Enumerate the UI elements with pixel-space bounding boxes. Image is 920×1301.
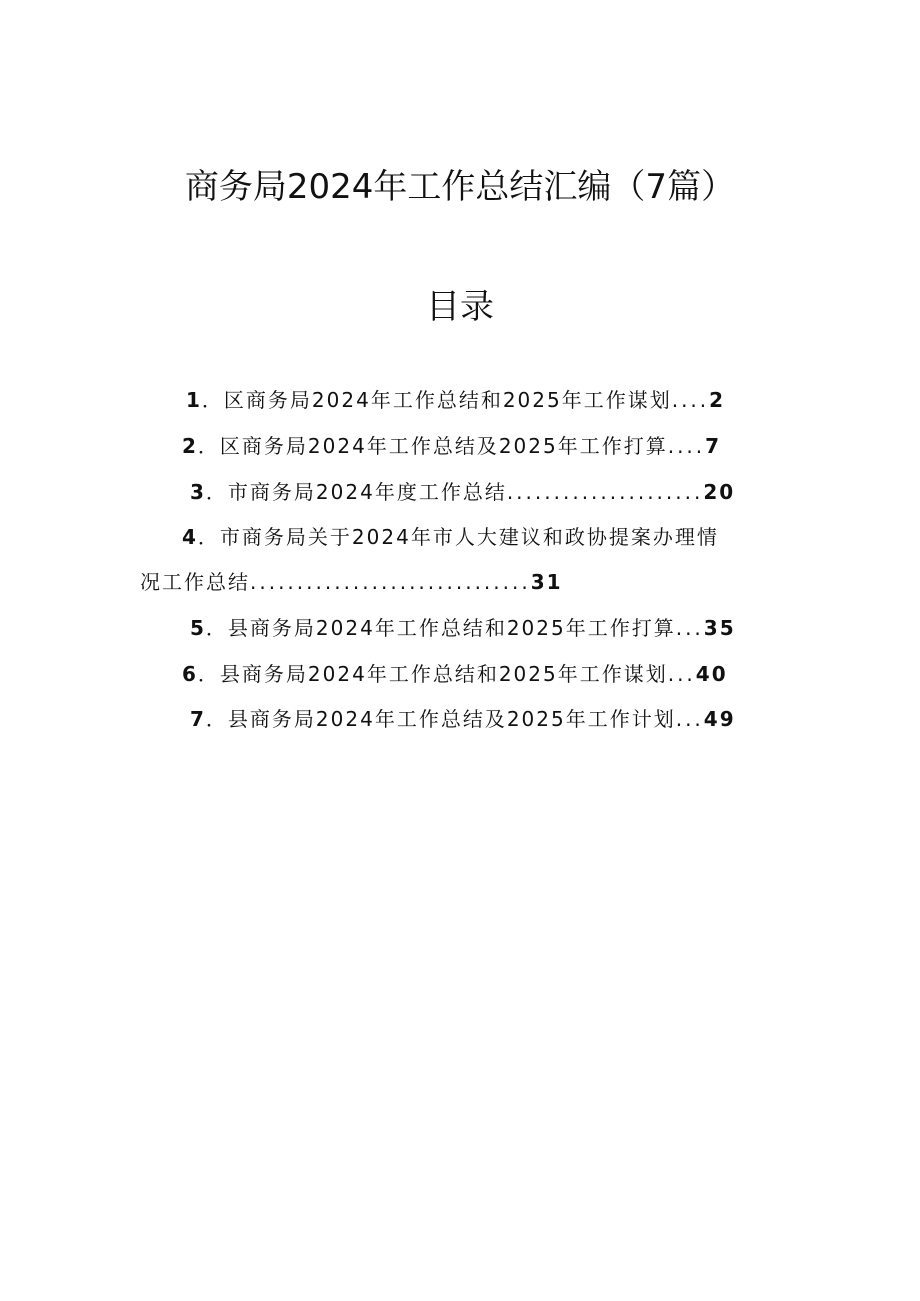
toc-entry-separator: ． xyxy=(205,480,228,504)
toc-entry-separator: ． xyxy=(205,707,228,731)
toc-entry-title: 区商务局2024年工作总结及2025年工作打算 xyxy=(219,434,668,458)
toc-entry-title: 县商务局2024年工作总结和2025年工作打算 xyxy=(227,616,676,640)
toc-entry-number: 2 xyxy=(182,434,198,458)
toc-entry-6[interactable] xyxy=(182,659,728,689)
toc-entry-number: 7 xyxy=(190,707,206,731)
toc-entry-4-continued[interactable] xyxy=(140,567,563,597)
toc-entry-number: 3 xyxy=(190,480,206,504)
toc-entry-dots: ... xyxy=(667,662,696,686)
toc-entry-page: 2 xyxy=(709,388,726,412)
toc-entry-4[interactable] xyxy=(182,522,719,552)
toc-entry-page: 40 xyxy=(695,662,728,686)
toc-entry-dots: .............................. xyxy=(250,570,531,594)
toc-entry-page: 20 xyxy=(703,480,736,504)
toc-entry-2[interactable] xyxy=(182,431,721,461)
toc-entry-3[interactable] xyxy=(190,477,735,507)
toc-entry-number: 6 xyxy=(182,662,198,686)
toc-entry-dots: ... xyxy=(675,707,704,731)
toc-entry-1[interactable] xyxy=(186,385,725,415)
toc-entry-7[interactable] xyxy=(190,704,736,734)
toc-entry-dots: ..................... xyxy=(506,480,704,504)
toc-entry-dots: .... xyxy=(671,388,710,412)
toc-entry-separator: ． xyxy=(197,434,220,458)
toc-entry-title-continued: 况工作总结 xyxy=(140,570,250,594)
toc-entry-title: 县商务局2024年工作总结和2025年工作谋划 xyxy=(219,662,668,686)
toc-entry-number: 4 xyxy=(182,525,198,549)
document-title: 商务局2024年工作总结汇编（7篇） xyxy=(184,167,736,207)
toc-entry-number: 5 xyxy=(190,616,206,640)
toc-entry-page: 7 xyxy=(705,434,722,458)
toc-entry-dots: .... xyxy=(667,434,706,458)
toc-entry-title: 县商务局2024年工作总结及2025年工作计划 xyxy=(227,707,676,731)
toc-entry-separator: ． xyxy=(197,662,220,686)
toc-entry-5[interactable] xyxy=(190,613,736,643)
toc-entry-separator: ． xyxy=(205,616,228,640)
toc-heading: 目录 xyxy=(426,287,494,327)
toc-entry-title: 区商务局2024年工作总结和2025年工作谋划 xyxy=(223,388,672,412)
toc-entry-title: 市商务局关于2024年市人大建议和政协提案办理情 xyxy=(219,525,719,549)
toc-entry-separator: ． xyxy=(201,388,224,412)
toc-entry-dots: ... xyxy=(675,616,704,640)
toc-entry-page: 49 xyxy=(703,707,736,731)
toc-entry-page: 35 xyxy=(703,616,736,640)
toc-entry-page: 31 xyxy=(530,570,563,594)
toc-entry-number: 1 xyxy=(186,388,202,412)
toc-entry-title: 市商务局2024年度工作总结 xyxy=(227,480,507,504)
toc-entry-separator: ． xyxy=(197,525,220,549)
